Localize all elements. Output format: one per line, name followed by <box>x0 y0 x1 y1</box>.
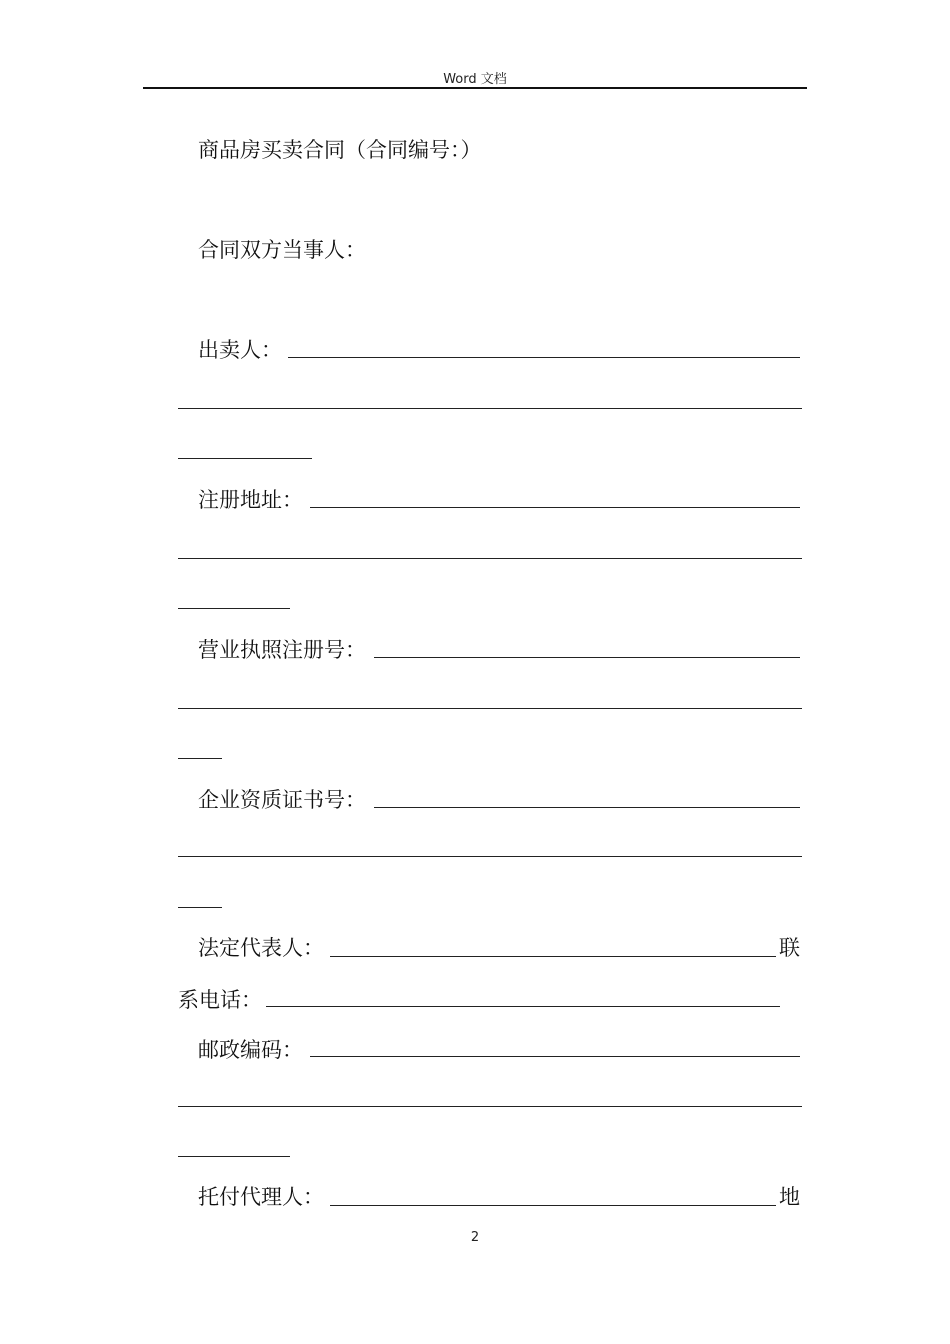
postcode-blank-end[interactable] <box>178 1156 290 1157</box>
seller-blank-continued[interactable] <box>178 408 802 409</box>
postcode-blank[interactable] <box>310 1056 800 1057</box>
qualification-blank-end[interactable] <box>178 907 222 908</box>
address-blank-end[interactable] <box>178 608 290 609</box>
legal-rep-blank[interactable] <box>330 956 776 957</box>
license-label: 营业执照注册号： <box>198 638 366 662</box>
address-blank-continued[interactable] <box>178 558 802 559</box>
postcode-blank-continued[interactable] <box>178 1106 802 1107</box>
parties-heading: 合同双方当事人： <box>198 238 366 262</box>
seller-blank-end[interactable] <box>178 458 312 459</box>
seller-label: 出卖人： <box>198 338 282 362</box>
phone-label: 系电话： <box>178 988 262 1012</box>
agent-label: 托付代理人： <box>198 1185 324 1209</box>
page-header-title: Word 文档 <box>443 72 507 87</box>
qualification-blank[interactable] <box>374 807 800 808</box>
qualification-label: 企业资质证书号： <box>198 788 366 812</box>
page-number: 2 <box>470 1230 480 1245</box>
phone-blank[interactable] <box>266 1006 780 1007</box>
agent-trailing: 地 <box>779 1185 800 1209</box>
header-rule <box>143 87 807 89</box>
postcode-label: 邮政编码： <box>198 1038 303 1062</box>
address-label: 注册地址： <box>198 488 303 512</box>
agent-blank[interactable] <box>330 1205 776 1206</box>
license-blank-end[interactable] <box>178 758 222 759</box>
contract-title: 商品房买卖合同（合同编号：） <box>198 138 482 162</box>
qualification-blank-continued[interactable] <box>178 856 802 857</box>
address-blank[interactable] <box>310 507 800 508</box>
legal-rep-label: 法定代表人： <box>198 936 324 960</box>
license-blank[interactable] <box>374 657 800 658</box>
legal-rep-trailing: 联 <box>779 936 800 960</box>
seller-blank[interactable] <box>288 357 800 358</box>
license-blank-continued[interactable] <box>178 708 802 709</box>
